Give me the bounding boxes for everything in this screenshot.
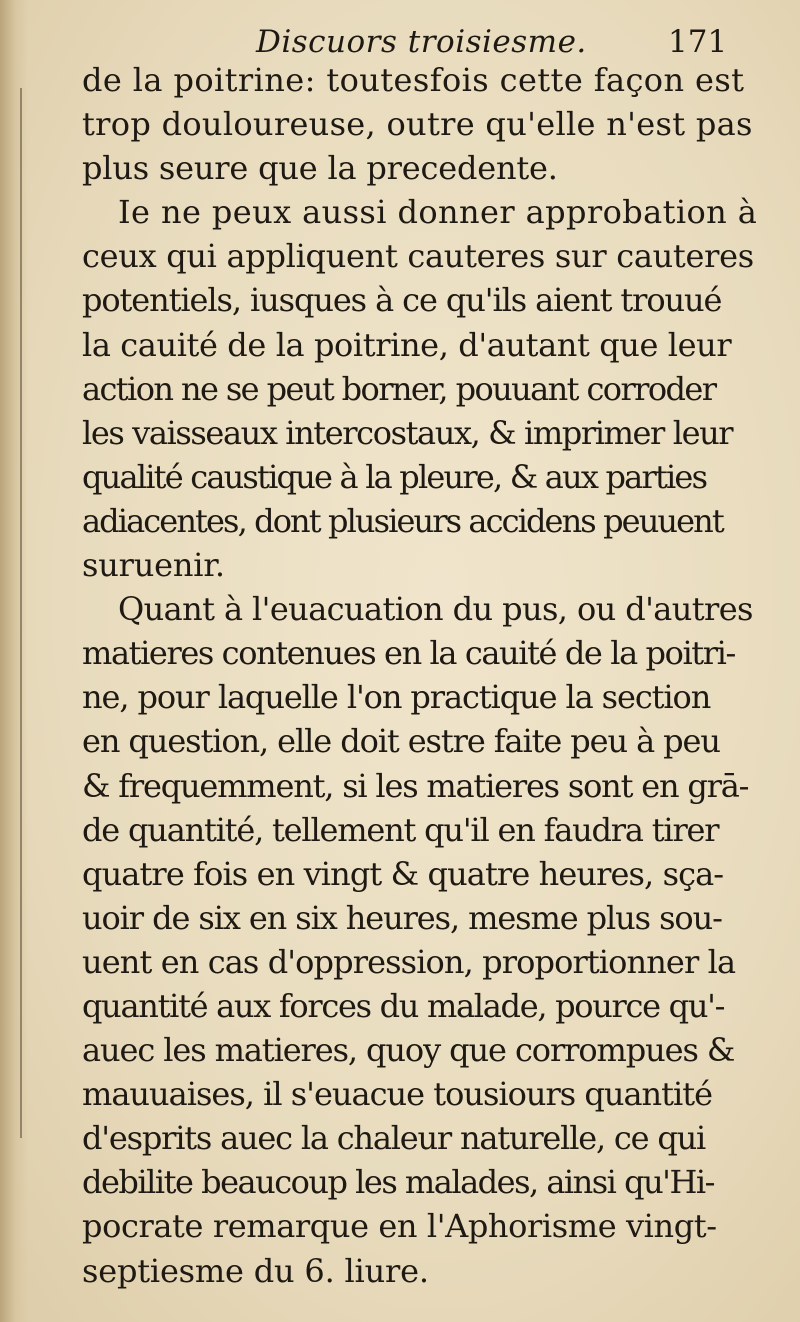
margin-rule xyxy=(20,88,22,1138)
text-line: mauuaises, il s'euacue tousiours quantité xyxy=(82,1075,713,1114)
running-title: Discuors troisiesme. xyxy=(256,24,587,60)
text-line: quantité aux forces du malade, pource qu'- xyxy=(82,986,725,1025)
page-header xyxy=(82,10,782,60)
text-line: de quantité, tellement qu'il en faudra tirer xyxy=(82,810,719,849)
text-line: ceux qui appliquent cauteres sur cauteres xyxy=(82,237,754,276)
text-line: & frequemment, si les matieres sont en grā- xyxy=(82,766,749,805)
text-line: en question, elle doit estre faite peu à peu xyxy=(82,722,720,761)
text-line: la cauité de la poitrine, d'autant que leur xyxy=(82,325,732,364)
text-line: auec les matieres, quoy que corrompues & xyxy=(82,1031,735,1070)
text-line: trop douloureuse, outre qu'elle n'est pas xyxy=(82,105,753,144)
text-line: les vaisseaux intercostaux, & imprimer leur xyxy=(82,413,733,452)
text-line: Quant à l'euacuation du pus, ou d'autres xyxy=(118,590,753,629)
page-number: 171 xyxy=(668,24,728,60)
text-line: action ne se peut borner, pouuant corroder xyxy=(82,369,716,408)
text-line: qualité caustique à la pleure, & aux parties xyxy=(82,457,707,496)
text-line: matieres contenues en la cauité de la poitri- xyxy=(82,634,735,673)
text-line: pocrate remarque en l'Aphorisme vingt- xyxy=(82,1207,717,1246)
body-text xyxy=(82,58,782,1293)
text-line: potentiels, iusques à ce qu'ils aient trouué xyxy=(82,281,722,320)
text-line: septiesme du 6. liure. xyxy=(82,1251,429,1290)
text-line: de la poitrine: toutesfois cette façon est xyxy=(82,61,745,99)
text-line: debilite beaucoup les malades, ainsi qu'Hi- xyxy=(82,1163,714,1202)
text-line: suruenir. xyxy=(82,546,225,585)
text-line: uent en cas d'oppression, proportionner la xyxy=(82,942,736,981)
text-line: plus seure que la precedente. xyxy=(82,149,558,188)
text-line: uoir de six en six heures, mesme plus sou- xyxy=(82,898,722,937)
text-line: ne, pour laquelle l'on practique la section xyxy=(82,678,711,717)
text-line: quatre fois en vingt & quatre heures, sça- xyxy=(82,854,724,893)
text-line: d'esprits auec la chaleur naturelle, ce qui xyxy=(82,1119,706,1158)
gutter-shadow xyxy=(0,0,28,1322)
text-line: Ie ne peux aussi donner approbation à xyxy=(118,193,758,232)
text-line: adiacentes, dont plusieurs accidens peuuent xyxy=(82,501,723,540)
